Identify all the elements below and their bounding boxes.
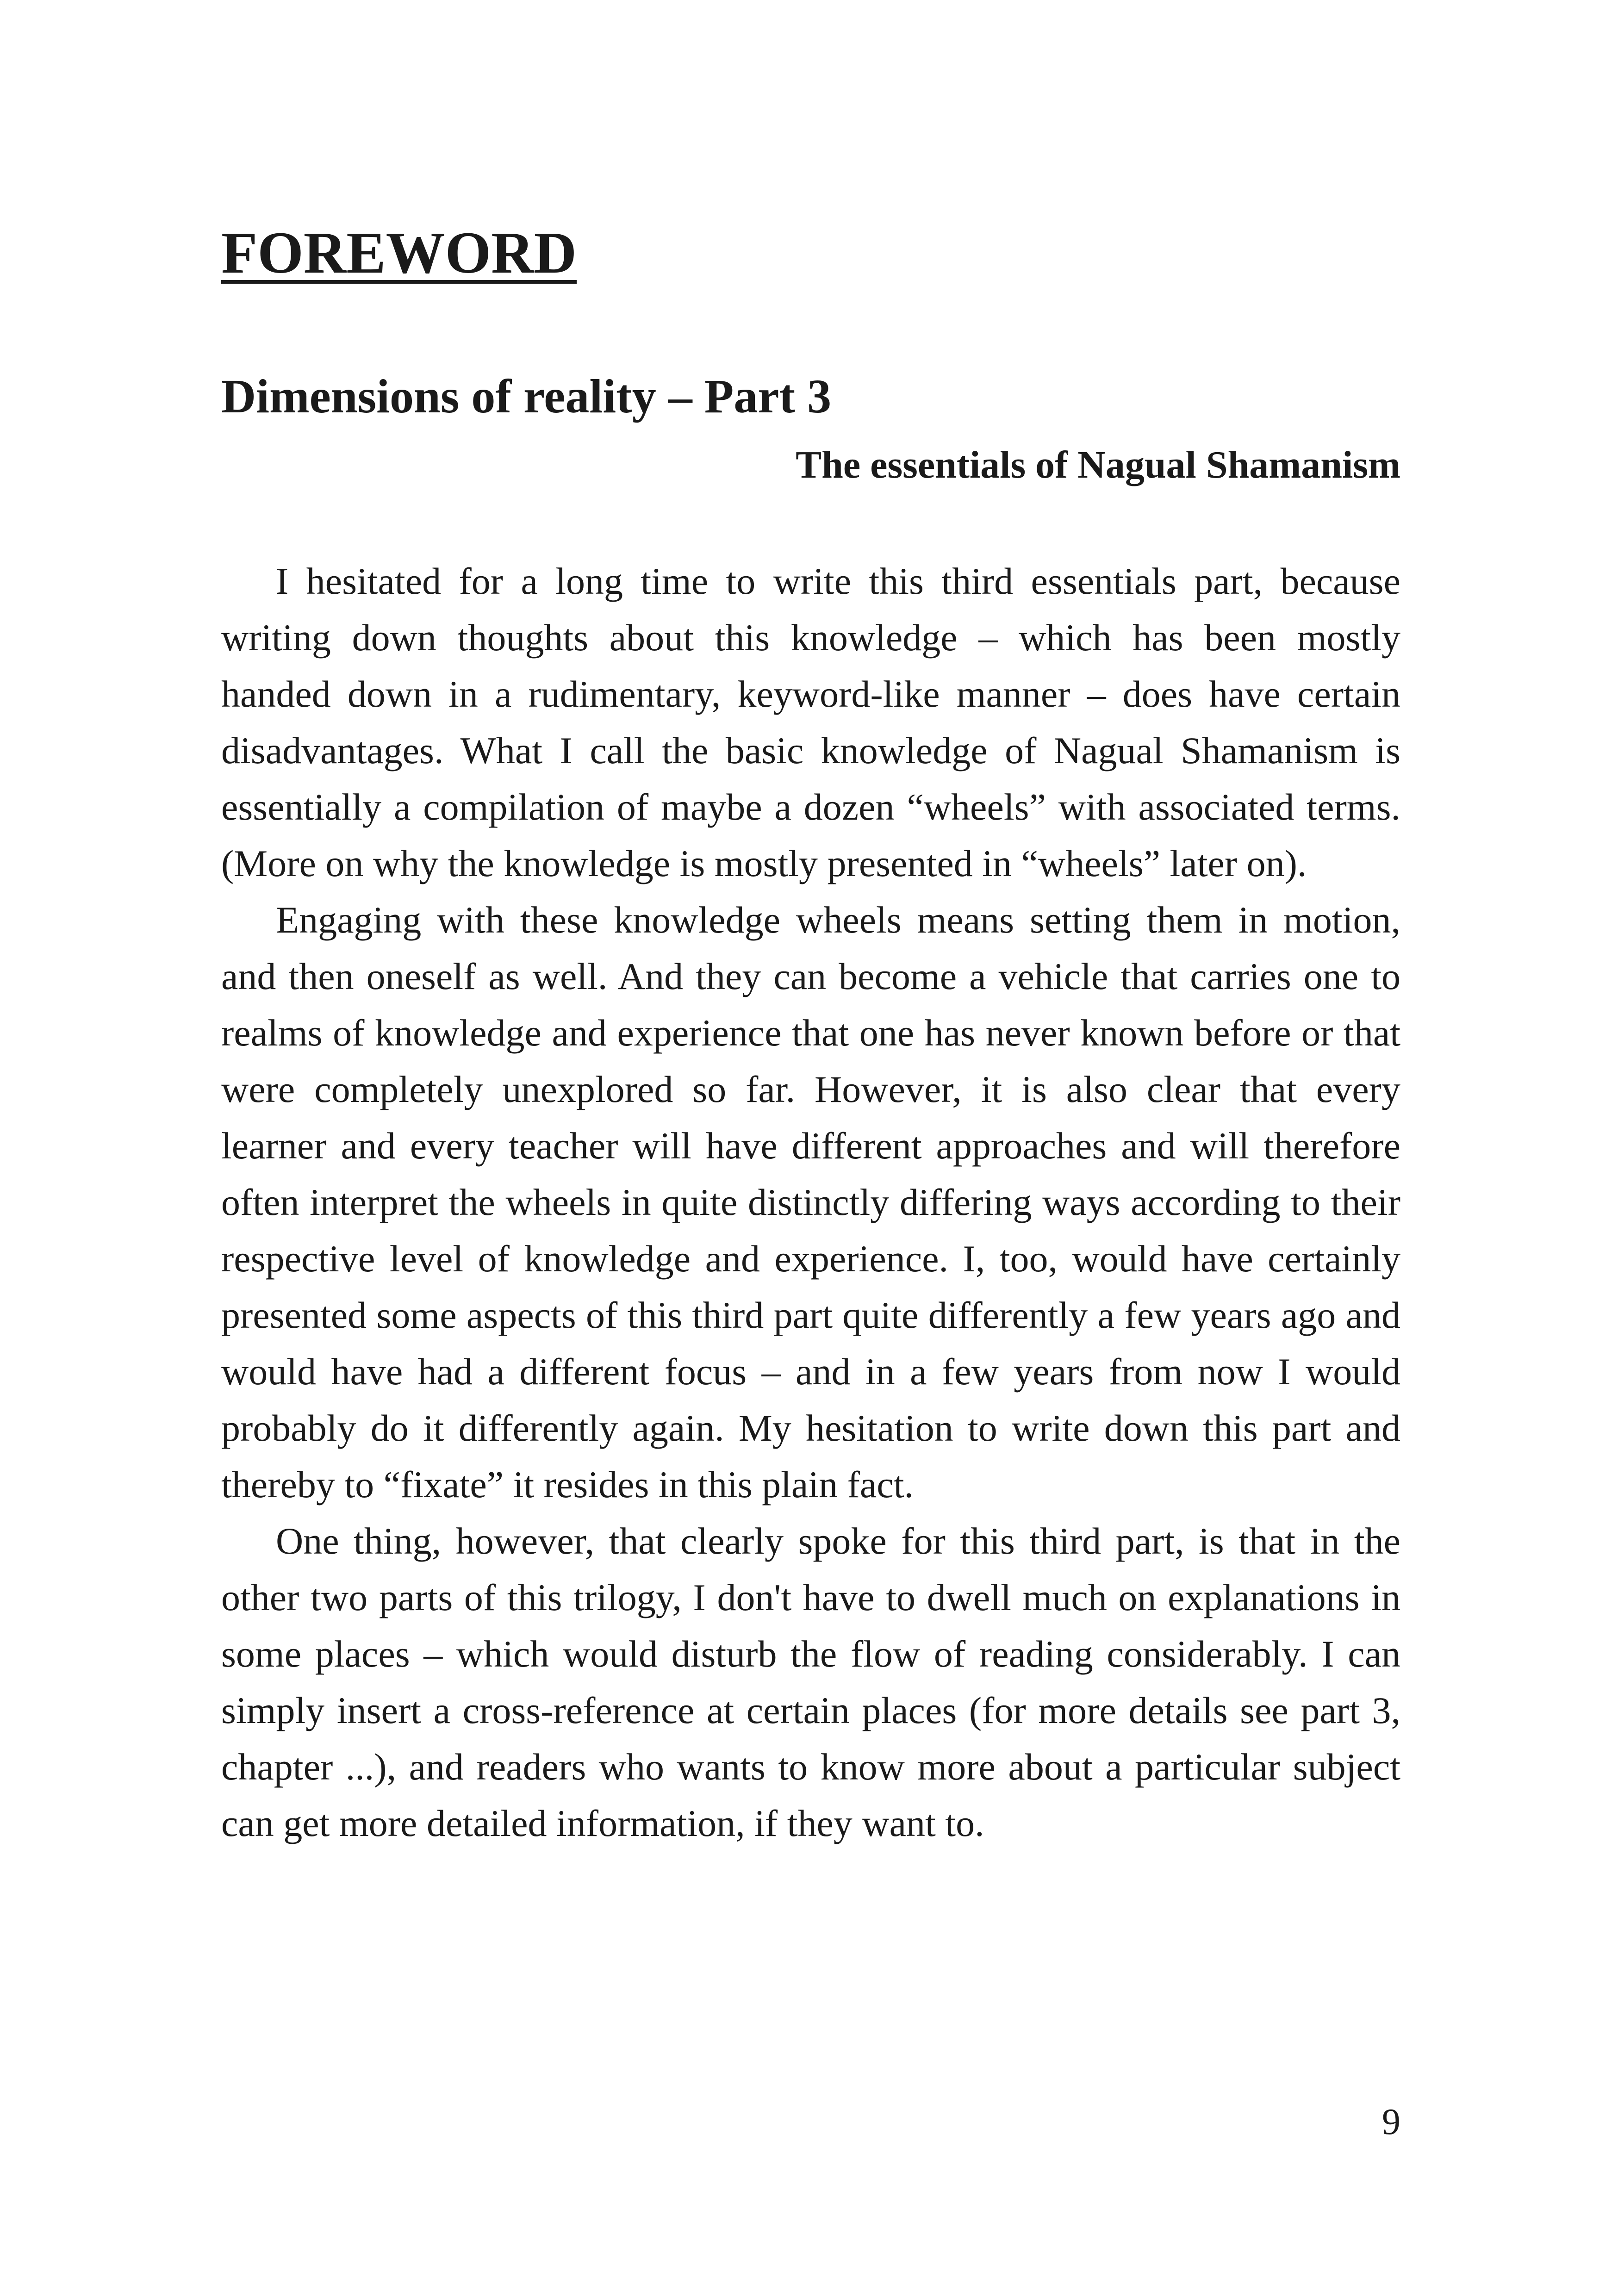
paragraph-3: One thing, however, that clearly spoke for this third part, is that in the other two parts of this trilogy, I don't have to dwell much on explanations in some places – which would disturb the flow of reading considerably. I can simply insert a cross-reference at certain places (for more details see part 3, chapter ...), and readers who wants to know more about a particular subject can get more detailed information, if they want to.	[221, 1520, 1400, 1844]
page-number: 9	[1382, 2102, 1400, 2142]
paragraph-1: I hesitated for a long time to write this third essentials part, because writing down thoughts about this knowledge – which has been mostly handed down in a rudimentary, keyword-like manner – does have certain disadvantages. What I call the basic knowledge of Nagual Shamanism is essentially a compilation of maybe a dozen “wheels” with associated terms. (More on why the knowledge is mostly presented in “wheels” later on).	[221, 560, 1400, 884]
section-title: Dimensions of reality – Part 3	[221, 370, 832, 423]
paragraph-2: Engaging with these knowledge wheels means setting them in motion, and then oneself as well. And they can become a vehicle that carries one to realms of knowledge and experience that one has never known before or that were completely unexplored so far. However, it is also clear that every learner and every teacher will have different approaches and will therefore often interpret the wheels in quite distinctly differing ways according to their respective level of knowledge and experience. I, too, would have certainly presented some aspects of this third part quite differently a few years ago and would have had a different focus – and in a few years from now I would probably do it differently again. My hesitation to write down this part and thereby to “fixate” it resides in this plain fact.	[221, 899, 1400, 1506]
chapter-title: FOREWORD	[221, 220, 577, 286]
section-subtitle: The essentials of Nagual Shamanism	[796, 443, 1400, 486]
body-text	[221, 553, 1400, 1852]
